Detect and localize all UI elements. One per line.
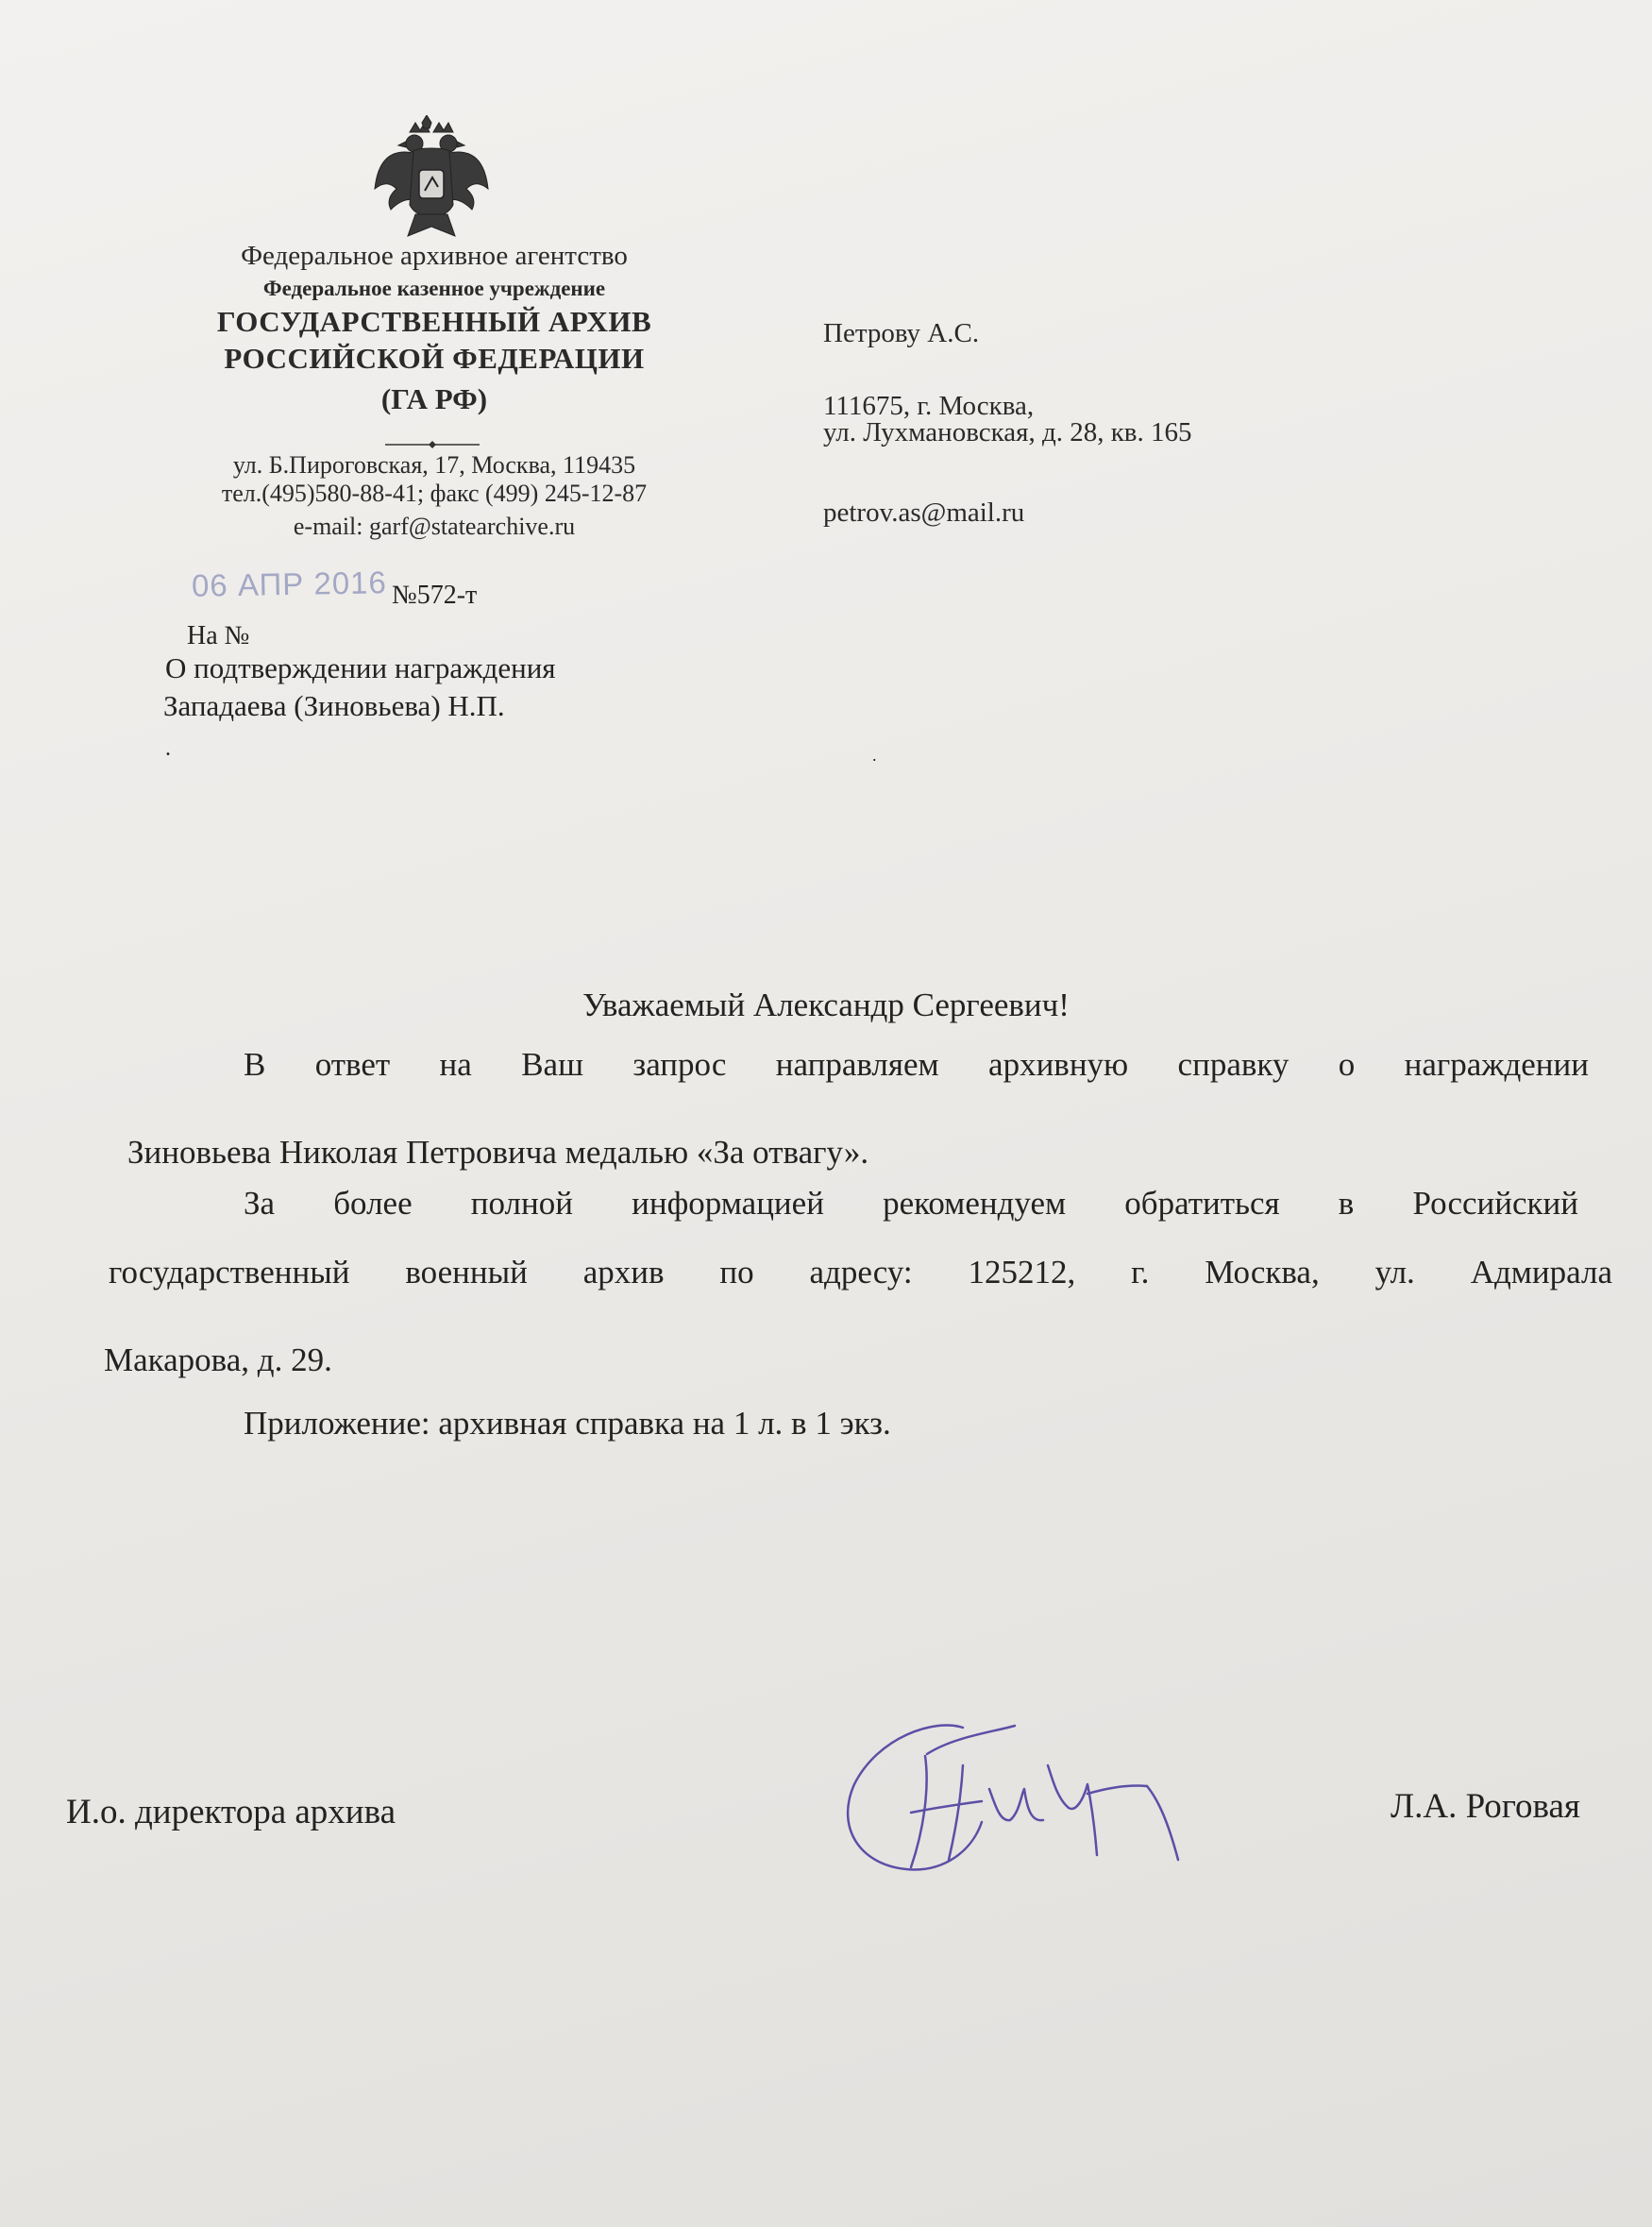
- paragraph1-line1: В ответ на Ваш запрос направляем архивную справку о награждении: [244, 1046, 1589, 1083]
- russian-coat-of-arms-icon: [370, 115, 493, 243]
- archive-name-line1: ГОСУДАРСТВЕННЫЙ АРХИВ: [216, 305, 652, 338]
- archive-address: ул. Б.Пироговская, 17, Москва, 119435: [232, 451, 636, 479]
- stray-dot: .: [872, 746, 877, 765]
- date-stamp: 06 АПР 2016: [191, 565, 388, 603]
- subject-line1: О подтверждении награждения: [165, 651, 556, 684]
- archive-abbreviation: (ГА РФ): [380, 382, 488, 415]
- recipient-address-line1: 111675, г. Москва,: [823, 391, 1035, 421]
- handwritten-signature: [821, 1699, 1199, 1926]
- salutation: Уважаемый Александр Сергеевич!: [582, 987, 1070, 1023]
- paragraph2-line1: За более полной информацией рекомендуем обратиться в Российский: [244, 1185, 1578, 1222]
- signatory-name: Л.А. Роговая: [1391, 1787, 1580, 1826]
- archive-email: e-mail: garf@statearchive.ru: [293, 513, 576, 540]
- recipient-address-line2: ул. Лухмановская, д. 28, кв. 165: [823, 417, 1192, 447]
- reply-to-number: На №: [187, 621, 250, 650]
- stray-dot: .: [165, 736, 171, 761]
- agency-name: Федеральное архивное агентство: [241, 241, 628, 271]
- letterhead-divider: [385, 440, 480, 449]
- recipient-email: petrov.as@mail.ru: [823, 498, 1025, 528]
- subject-line2: Западаева (Зиновьева) Н.П.: [163, 689, 505, 722]
- paragraph2-line2: государственный военный архив по адресу: 125212, г. Москва, ул. Адмирала: [109, 1254, 1612, 1291]
- recipient-name: Петрову А.С.: [823, 318, 980, 348]
- paragraph1-line2: Зиновьева Николая Петровича медалью «За отвагу».: [127, 1134, 869, 1171]
- attachment-note: Приложение: архивная справка на 1 л. в 1 экз.: [244, 1405, 891, 1442]
- signatory-title: И.о. директора архива: [66, 1793, 396, 1831]
- archive-name-line2: РОССИЙСКОЙ ФЕДЕРАЦИИ: [224, 342, 645, 375]
- paragraph2-line3: Макарова, д. 29.: [104, 1341, 332, 1378]
- archive-phone-fax: тел.(495)580-88-41; факс (499) 245-12-87: [221, 480, 648, 507]
- registration-number: №572-т: [392, 581, 478, 610]
- institution-type: Федеральное казенное учреждение: [262, 277, 606, 300]
